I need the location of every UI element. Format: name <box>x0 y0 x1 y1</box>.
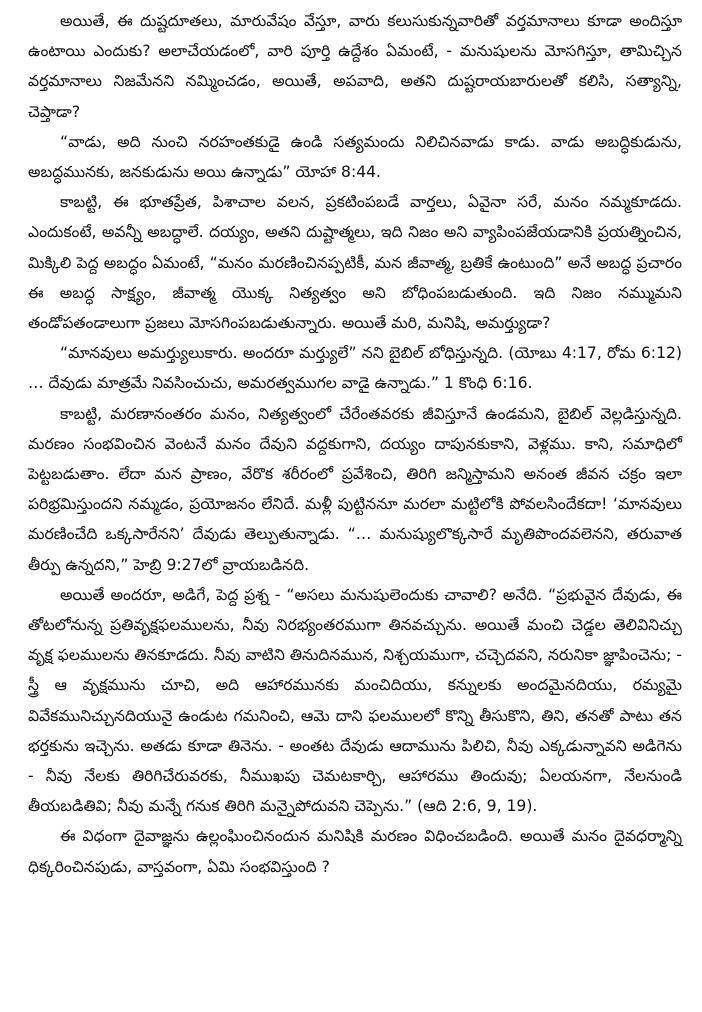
paragraph-why-die: అయితే అందరూ, అడిగే, పెద్ద ప్రశ్న - “అసలు మనుషులెందుకు చావాలి? అనేది. “ప్రభువైన దేవుడు, ఈ తోటలోనున్న ప్రతివృక్షఫలములను, నీవు నిరభ్యంతరముగా తినవచ్చును. అయితే మంచి చెడ్డల తెలివినిచ్చు వృక్ష ఫలములను తినకూడదు. నీవు వాటిని తినుదినమున, నిశ్చయముగా, చచ్చెదవని, నరునికా జ్ఞాపించెను; - స్త్రీ ఆ వృక్షమును చూచి, అది ఆహారమునకు మంచిదియు, కన్నులకు అందమైనదియు, రమ్యమై వివేకమునిచ్చునదియునై ఉండుట గమనించి, ఆమె దాని ఫలములలో కొన్ని తీసుకొని, తిని, తనతో పాటు తన భర్తకును ఇచ్చెను. అతడు కూడా తినెను. - అంతట దేవుడు ఆదామును పిలిచి, నీవు ఎక్కడున్నావని అడిగెను - నీవు నేలకు తిరిగిచేరువరకు, నీముఖపు చెమటకార్చి, ఆహారము తిందువు; ఏలయనగా, నేలనుండి తీయబడితివి; నీవు మన్నే గనుక తిరిగి మన్నైపోదువని చెప్పెను.” (ఆది 2:6, 9, 19). <box>28 585 682 816</box>
paragraph-evil-angels-messages: అయితే, ఈ దుష్టదూతలు, మారువేషం వేస్తూ, వారు కలుసుకున్నవారితో వర్తమానాలు కూడా అందిస్తూ ఉంటాయి ఎందుకు? అలాచేయడంలో, వారి పూర్తి ఉద్దేశం ఏమంటే, - మనుషులను మోసగిస్తూ, తామిచ్చిన వర్తమానాలు నిజమేనని నమ్మించడం, అయితే, అపవాది, అతని దుష్టరాయబారులతో కలిసి, సత్యాన్ని, చెప్తాడా? <box>28 12 682 121</box>
quote-john-8-44: “వాడు, అది నుంచి నరహంతకుడై ఉండి సత్యమందు నిలిచినవాడు కాడు. వాడు అబద్ధికుడును, అబద్ధమునకు, జనకుడును అయి ఉన్నాడు” యోహా 8:44. <box>28 132 682 182</box>
quote-humans-mortal: “మానవులు అమర్త్యులుకారు. అందరూ మర్త్యులే” నని బైబిల్ బోధిస్తున్నది. (యోబు 4:17, రోమ 6:12) … దేవుడు మాత్రమే నివసించుచు, అమరత్వముగల వాడై ఉన్నాడు.” 1 కొంధి 6:16. <box>28 344 682 393</box>
paragraph-biggest-lie: కాబట్టి, ఈ భూతప్రేత, పిశాచాల వలన, ప్రకటింపబడే వార్తలు, ఏవైనా సరే, మనం నమ్మకూడదు. ఎందుకంటే, అవన్నీ అబద్ధాలే. దయ్యం, అతని దుష్టాత్మలు, ఇది నిజం అని వ్యాపింపజేయడానికి ప్రయత్నించిన, మిక్కిలి పెద్ద అబద్ధం ఏమంటే, “మనం మరణించినప్పటికీ, మన జీవాత్మ, బ్రతికే ఉంటుంది” అనే అబద్ధ ప్రచారం ఈ అబద్ధ సాక్ష్యం, జీవాత్మ యొక్క నిత్యత్వం అని బోధింపబడుతుంది. ఇది నిజం నమ్ముమని తండోపతండాలుగా ప్రజలు మోసగింపబడుతున్నారు. అయితే మరి, మనిషి, అమర్త్యుడా? <box>28 193 682 333</box>
paragraph-conclusion: ఈ విధంగా దైవాజ్ఞను ఉల్లంఘించినందున మనిషికి మరణం విధించబడింది. అయితే మనం దైవధర్మాన్ని ధిక్కరించినపుడు, వాస్తవంగా, ఏమి సంభవిస్తుంది ? <box>28 827 682 876</box>
paragraph-after-death: కాబట్టి, మరణానంతరం మనం, నిత్యత్వంలో చేరేంతవరకు జీవిస్తూనే ఉండమని, బైబిల్ వెల్లడిస్తున్నది. మరణం సంభవించిన వెంటనే మనం దేవుని వద్దకుగాని, దయ్యం దాపునకుకాని, వెళ్లము. కాని, సమాధిలో పెట్టబడుతాం. లేదా మన ప్రాణం, వేరొక శరీరంలో ప్రవేశించి, తిరిగి జన్మిస్తామని అనంత జీవన చక్రం ఇలా పరిభ్రమిస్తుందని నమ్మడం, ప్రయోజనం లేనిదే. మళ్లీ పుట్టిననూ మరలా మట్టిలోకి పోవలసిందేకదా! ‘మానవులు మరణించేది ఒక్కసారేనని’ దేవుడు తెల్పుతున్నాడు. “… మనుష్యులొక్కసారే మృతిపొందవలెనని, తరువాత తీర్పు ఉన్నదని,” హెబ్రి 9:27లో వ్రాయబడినది. <box>28 404 682 574</box>
